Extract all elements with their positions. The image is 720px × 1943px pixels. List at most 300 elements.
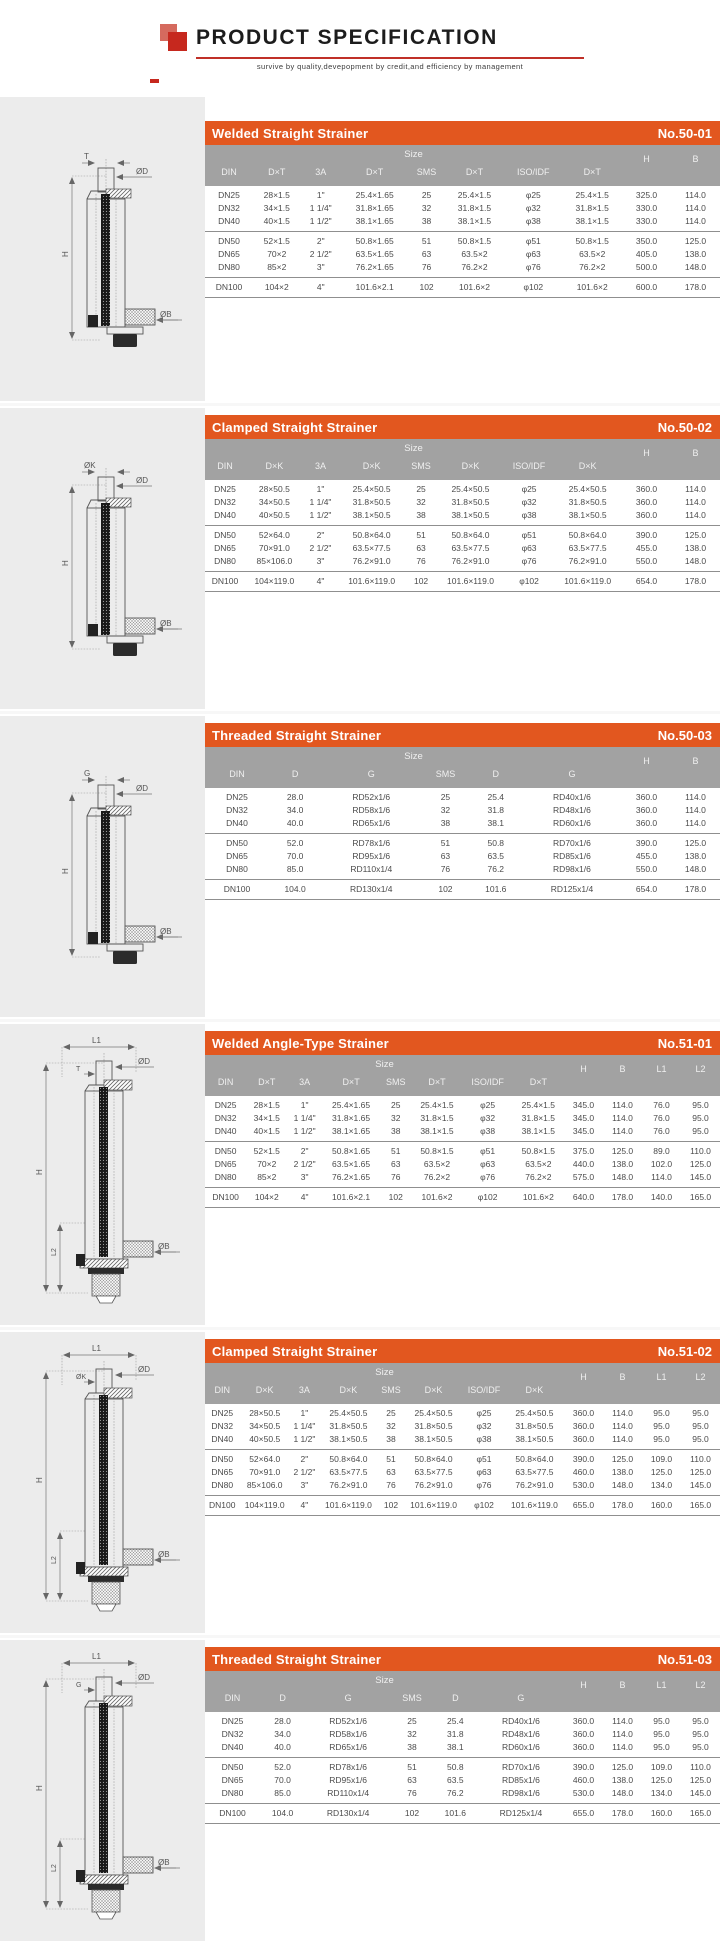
spec-cell: 51	[416, 530, 426, 540]
spec-cell: 114.0	[612, 1716, 633, 1726]
size-column-header: D×K	[319, 1381, 378, 1404]
spec-cell: 63	[421, 249, 432, 259]
spec-cell: 575.0	[572, 1172, 595, 1182]
spec-cell: 76.0	[653, 1113, 670, 1123]
spec-cell: 25.4×1.65	[355, 190, 394, 200]
dim-column-header: L2	[681, 1363, 720, 1404]
page-title: PRODUCT SPECIFICATION	[196, 26, 498, 49]
spec-cell: 76.2×2	[461, 262, 488, 272]
spec-cell: 114.0	[612, 1434, 633, 1444]
spec-row	[205, 248, 720, 261]
spec-table	[205, 1363, 720, 1516]
spec-cell: RD130x1/4	[326, 1808, 370, 1818]
size-column-header: G	[305, 1689, 391, 1712]
spec-cell: 460.0	[572, 1775, 595, 1785]
spec-cell: DN100	[212, 1192, 239, 1202]
spec-cell: 2"	[316, 236, 325, 246]
size-header: Size	[205, 1363, 564, 1381]
spec-cell: 138.0	[684, 249, 707, 259]
spec-cell: 360.0	[572, 1408, 595, 1418]
spec-cell: RD98x1/6	[502, 1788, 540, 1798]
size-column-header: D	[269, 765, 321, 788]
spec-cell: 455.0	[635, 543, 658, 553]
spec-cell: φ25	[480, 1100, 496, 1110]
size-column-header: D×T	[253, 163, 301, 186]
spec-cell: 102	[383, 1500, 399, 1510]
spec-cell: φ38	[521, 510, 537, 520]
spec-cell: 101.6×2.1	[355, 282, 394, 292]
spec-cell: φ32	[476, 1421, 492, 1431]
spec-cell: 4"	[300, 1192, 309, 1202]
size-column-header: SMS	[391, 1689, 433, 1712]
spec-cell: 114.0	[685, 216, 706, 226]
spec-cell: RD60x1/6	[502, 1742, 540, 1752]
spec-cell: 25	[386, 1408, 396, 1418]
spec-cell: 101.6×119.0	[325, 1500, 372, 1510]
spec-cell: 63.5×1.65	[332, 1159, 371, 1169]
spec-cell: 550.0	[635, 864, 658, 874]
size-column-header: G	[478, 1689, 564, 1712]
table-title: Threaded Straight Strainer	[212, 727, 382, 743]
spec-cell: 38.1×50.5	[451, 510, 490, 520]
size-header: Size	[205, 747, 622, 765]
spec-cell: φ76	[521, 556, 537, 566]
straight-strainer-diagram	[0, 441, 205, 676]
spec-cell: 38	[391, 1126, 401, 1136]
dim-label-top: G	[76, 1682, 82, 1689]
spec-cell: 63	[391, 1159, 401, 1169]
spec-cell: 102	[388, 1192, 403, 1202]
spec-cell: RD110x1/4	[350, 864, 393, 874]
spec-cell: 455.0	[635, 851, 658, 861]
spec-cell: 52.0	[286, 838, 304, 848]
spec-row	[205, 509, 720, 526]
spec-cell: 63.5	[487, 851, 505, 861]
spec-cell: 31.8×1.65	[355, 203, 394, 213]
spec-row	[205, 1096, 720, 1112]
spec-cell: 360.0	[635, 497, 658, 507]
spec-cell: 95.0	[692, 1742, 709, 1752]
section-clamped-angle-strainer	[0, 1327, 720, 1635]
spec-cell: 32	[416, 497, 426, 507]
spec-cell: DN40	[226, 818, 248, 828]
spec-cell: 2"	[316, 530, 325, 540]
spec-cell: 76.2×91.0	[329, 1480, 368, 1490]
spec-cell: 101.6	[485, 884, 507, 894]
size-column-header: DIN	[205, 765, 269, 788]
spec-cell: 95.0	[692, 1729, 709, 1739]
spec-cell: 178.0	[611, 1808, 634, 1818]
spec-cell: 360.0	[635, 484, 658, 494]
dim-column-header: L2	[681, 1055, 720, 1096]
spec-cell: 63.5×2	[423, 1159, 451, 1169]
size-column-header: D	[260, 1689, 305, 1712]
spec-cell: 70×2	[257, 1159, 277, 1169]
spec-cell: φ32	[525, 203, 541, 213]
table-title: Threaded Straight Strainer	[212, 1651, 382, 1667]
spec-cell: 31.8×1.5	[457, 203, 492, 213]
dim-label-outlet: ØB	[158, 1242, 170, 1251]
spec-cell: 85×2	[267, 262, 287, 272]
spec-cell: 38	[386, 1434, 396, 1444]
spec-cell: 63	[386, 1467, 396, 1477]
spec-cell: RD65x1/6	[329, 1742, 368, 1752]
dim-label-height: H	[61, 560, 70, 566]
spec-cell: 114.0	[612, 1421, 633, 1431]
dim-column-header: H	[564, 1055, 603, 1096]
size-column-header: D×T	[513, 1073, 564, 1096]
straight-strainer-diagram	[0, 132, 205, 367]
size-column-header: SMS	[408, 163, 444, 186]
spec-cell: 34.0	[286, 805, 304, 815]
spec-cell: 1"	[316, 484, 325, 494]
spec-cell: φ102	[523, 282, 544, 292]
spec-cell: 95.0	[692, 1421, 709, 1431]
spec-cell: φ25	[525, 190, 541, 200]
spec-row	[205, 261, 720, 278]
spec-cell: 360.0	[635, 510, 658, 520]
spec-cell: RD48x1/6	[502, 1729, 540, 1739]
spec-cell: 76	[386, 1480, 396, 1490]
spec-cell: 25	[416, 484, 426, 494]
spec-cell: 114.0	[685, 203, 706, 213]
section-welded-angle-type-strainer	[0, 1019, 720, 1327]
spec-cell: 28×1.5	[263, 190, 290, 200]
spec-cell: 360.0	[572, 1729, 595, 1739]
spec-cell: 76.2	[487, 864, 505, 874]
spec-cell: 32	[407, 1729, 417, 1739]
spec-cell: 101.6×119.0	[447, 576, 494, 586]
dim-label-l1: L1	[92, 1036, 101, 1045]
spec-cell: 25.4×50.5	[515, 1408, 554, 1418]
spec-row	[205, 542, 720, 555]
spec-cell: 460.0	[572, 1467, 595, 1477]
spec-cell: 114.0	[685, 805, 706, 815]
spec-cell: 34×1.5	[263, 203, 290, 213]
spec-cell: DN32	[226, 805, 248, 815]
spec-cell: RD85x1/6	[502, 1775, 540, 1785]
spec-cell: DN65	[214, 1159, 237, 1169]
spec-cell: 25	[391, 1100, 401, 1110]
spec-cell: 102	[413, 576, 429, 586]
size-column-header: G	[321, 765, 421, 788]
spec-cell: RD98x1/6	[553, 864, 591, 874]
spec-cell: 50.8×1.65	[355, 236, 394, 246]
spec-cell: 95.0	[653, 1408, 670, 1418]
spec-cell: φ51	[476, 1454, 492, 1464]
spec-cell: 25.4×50.5	[329, 1408, 368, 1418]
spec-cell: 178.0	[684, 282, 707, 292]
size-header: Size	[205, 145, 622, 163]
spec-cell: 101.6×2	[458, 282, 490, 292]
spec-row	[205, 526, 720, 543]
table-number: No.51-03	[657, 1651, 712, 1667]
spec-cell: 134.0	[650, 1480, 673, 1490]
section-welded-straight-strainer	[0, 95, 720, 403]
spec-cell: DN65	[218, 249, 240, 259]
spec-cell: 76.2×2	[579, 262, 606, 272]
spec-cell: RD95x1/6	[352, 851, 391, 861]
spec-cell: 31.8×1.5	[521, 1113, 555, 1123]
spec-cell: 1 1/2"	[293, 1126, 316, 1136]
spec-cell: φ38	[480, 1126, 496, 1136]
spec-row	[205, 186, 720, 202]
spec-cell: 2 1/2"	[293, 1159, 316, 1169]
spec-cell: 114.0	[651, 1172, 672, 1182]
spec-cell: 38.1×1.5	[457, 216, 492, 226]
spec-row	[205, 278, 720, 298]
dim-column-header: B	[671, 439, 720, 480]
spec-cell: 25	[407, 1716, 417, 1726]
table-number: No.50-03	[657, 727, 712, 743]
spec-cell: φ38	[476, 1434, 492, 1444]
spec-row	[205, 1787, 720, 1804]
spec-cell: 1 1/4"	[309, 203, 332, 213]
spec-cell: 405.0	[635, 249, 658, 259]
spec-cell: 76.2×91.0	[352, 556, 391, 566]
spec-cell: 3"	[316, 262, 325, 272]
spec-cell: 125.0	[611, 1762, 634, 1772]
spec-cell: 50.8×1.5	[420, 1146, 454, 1156]
spec-cell: DN80	[218, 262, 240, 272]
spec-row	[205, 555, 720, 572]
spec-cell: 76.2×1.65	[332, 1172, 371, 1182]
spec-cell: 102	[438, 884, 453, 894]
spec-cell: 330.0	[635, 203, 658, 213]
size-column-header: D×T	[411, 1073, 462, 1096]
spec-cell: 350.0	[635, 236, 658, 246]
spec-row	[205, 215, 720, 232]
spec-row	[205, 1158, 720, 1171]
spec-cell: 1 1/4"	[293, 1421, 316, 1431]
diagram-panel	[0, 1024, 205, 1325]
spec-cell: 63.5×77.5	[568, 543, 607, 553]
spec-cell: 40×50.5	[258, 510, 290, 520]
spec-cell: 165.0	[689, 1808, 712, 1818]
size-column-header: D×K	[553, 457, 622, 480]
spec-cell: 2 1/2"	[309, 543, 332, 553]
spec-cell: φ102	[519, 576, 539, 586]
spec-cell: 38.1×50.5	[414, 1434, 453, 1444]
spec-cell: 51	[386, 1454, 396, 1464]
spec-cell: 138.0	[684, 851, 707, 861]
spec-cell: RD40x1/6	[553, 792, 591, 802]
table-title: Clamped Straight Strainer	[212, 419, 378, 435]
spec-cell: 4"	[316, 282, 325, 292]
spec-cell: 360.0	[635, 805, 658, 815]
table-number: No.50-01	[657, 125, 712, 141]
spec-cell: 138.0	[611, 1775, 634, 1785]
spec-cell: 1 1/2"	[309, 216, 332, 226]
spec-cell: 38.1	[487, 818, 505, 828]
spec-cell: 50.8	[487, 838, 505, 848]
spec-cell: 50.8×64.0	[414, 1454, 453, 1464]
spec-cell: 95.0	[692, 1716, 709, 1726]
table-title: Clamped Straight Strainer	[212, 1343, 378, 1359]
spec-cell: φ76	[525, 262, 541, 272]
spec-cell: 3"	[300, 1480, 309, 1490]
spec-cell: RD40x1/6	[502, 1716, 540, 1726]
dim-label-l2: L2	[51, 1248, 58, 1256]
spec-cell: 1 1/4"	[309, 497, 332, 507]
size-column-header: D×K	[337, 457, 406, 480]
spec-cell: DN65	[211, 1467, 234, 1477]
spec-cell: RD48x1/6	[553, 805, 591, 815]
spec-cell: DN100	[219, 1808, 246, 1818]
spec-cell: RD52x1/6	[352, 792, 391, 802]
spec-cell: 4"	[316, 576, 325, 586]
spec-cell: 40×50.5	[249, 1434, 281, 1444]
size-column-header: D×T	[246, 1073, 287, 1096]
spec-cell: 76	[440, 864, 451, 874]
spec-row	[205, 480, 720, 496]
dim-label-diameter: ØD	[136, 476, 148, 485]
spec-row	[205, 880, 720, 900]
spec-cell: 138.0	[611, 1159, 634, 1169]
dim-label-outlet: ØB	[160, 619, 172, 628]
spec-cell: 38	[407, 1742, 417, 1752]
spec-cell: φ32	[480, 1113, 496, 1123]
spec-cell: 360.0	[635, 818, 658, 828]
spec-cell: 76.2	[447, 1788, 464, 1798]
spec-cell: 51	[407, 1762, 417, 1772]
spec-cell: DN100	[208, 1500, 236, 1510]
size-column-header: D×T	[445, 163, 505, 186]
spec-cell: 28.0	[286, 792, 304, 802]
spec-cell: 148.0	[611, 1172, 634, 1182]
spec-table	[205, 747, 720, 900]
spec-cell: 102	[404, 1808, 420, 1818]
spec-cell: 95.0	[692, 1113, 709, 1123]
spec-cell: 34×1.5	[253, 1113, 280, 1123]
spec-cell: 76.0	[653, 1126, 670, 1136]
spec-cell: 70.0	[286, 851, 304, 861]
spec-cell: 104.0	[284, 884, 306, 894]
spec-cell: 85.0	[286, 864, 304, 874]
spec-cell: 95.0	[653, 1716, 670, 1726]
size-column-header: 3A	[301, 163, 341, 186]
size-column-header: D×K	[436, 457, 505, 480]
spec-cell: 114.0	[685, 818, 706, 828]
spec-row	[205, 1112, 720, 1125]
spec-cell: 76.2×91.0	[568, 556, 607, 566]
spec-cell: 148.0	[684, 556, 707, 566]
spec-cell: 1"	[300, 1100, 309, 1110]
spec-cell: 325.0	[635, 190, 658, 200]
spec-cell: 95.0	[692, 1100, 709, 1110]
spec-cell: 178.0	[684, 576, 707, 586]
spec-cell: 70×2	[267, 249, 287, 259]
dim-column-header: B	[603, 1055, 642, 1096]
size-column-header: D×K	[505, 1381, 564, 1404]
spec-cell: 50.8×64.0	[451, 530, 490, 540]
spec-cell: RD58x1/6	[329, 1729, 368, 1739]
spec-cell: RD78x1/6	[352, 838, 391, 848]
spec-cell: 95.0	[653, 1742, 670, 1752]
spec-cell: 40×1.5	[253, 1126, 280, 1136]
spec-cell: DN50	[214, 530, 236, 540]
table-number: No.51-01	[657, 1035, 712, 1051]
spec-cell: 28.0	[274, 1716, 291, 1726]
spec-row	[205, 1142, 720, 1159]
spec-cell: 101.6×119.0	[510, 1500, 558, 1510]
spec-cell: DN50	[214, 1146, 237, 1156]
spec-cell: 102	[419, 282, 434, 292]
spec-cell: DN80	[214, 556, 236, 566]
spec-cell: DN25	[214, 484, 236, 494]
dim-column-header: H	[622, 747, 671, 788]
spec-cell: 63.5×1.65	[355, 249, 394, 259]
spec-cell: 25.4×1.5	[457, 190, 492, 200]
spec-table	[205, 145, 720, 298]
spec-cell: DN40	[211, 1434, 234, 1444]
spec-cell: 63	[440, 851, 451, 861]
dim-label-top: ØK	[76, 1374, 87, 1381]
size-column-header: DIN	[205, 457, 245, 480]
spec-cell: DN100	[211, 576, 239, 586]
spec-cell: 85×106.0	[256, 556, 293, 566]
diagram-panel	[0, 716, 205, 1017]
spec-cell: RD52x1/6	[329, 1716, 368, 1726]
spec-cell: 52×1.5	[263, 236, 290, 246]
spec-cell: 52×64.0	[258, 530, 290, 540]
spec-row	[205, 1433, 720, 1450]
spec-cell: 25.4×50.5	[451, 484, 490, 494]
spec-cell: 148.0	[611, 1480, 634, 1490]
spec-table	[205, 1671, 720, 1824]
spec-cell: 138.0	[611, 1467, 634, 1477]
table-title-bar	[205, 723, 720, 747]
spec-cell: 31.8×1.5	[420, 1113, 454, 1123]
dim-label-height: H	[35, 1477, 44, 1483]
spec-cell: DN40	[221, 1742, 244, 1752]
spec-cell: 125.0	[689, 1775, 712, 1785]
spec-cell: 95.0	[692, 1408, 709, 1418]
spec-cell: 114.0	[612, 1742, 633, 1752]
spec-cell: 25.4×50.5	[414, 1408, 453, 1418]
spec-cell: 50.8×1.5	[457, 236, 492, 246]
spec-cell: 101.6×2	[421, 1192, 453, 1202]
spec-cell: 101.6	[444, 1808, 466, 1818]
dim-column-header: H	[564, 1363, 603, 1404]
spec-cell: φ38	[525, 216, 541, 226]
spec-cell: 165.0	[689, 1192, 712, 1202]
spec-cell: 38	[421, 216, 432, 226]
spec-cell: 125.0	[689, 1467, 712, 1477]
dim-label-height: H	[35, 1785, 44, 1791]
spec-cell: RD125x1/4	[550, 884, 594, 894]
size-column-header: SMS	[378, 1381, 404, 1404]
spec-cell: 390.0	[572, 1454, 595, 1464]
size-column-header: DIN	[205, 1381, 239, 1404]
spec-cell: 25.4×1.5	[420, 1100, 454, 1110]
spec-cell: 76.2×2	[525, 1172, 552, 1182]
spec-cell: 1 1/2"	[293, 1434, 316, 1444]
spec-cell: 76	[421, 262, 432, 272]
spec-row	[205, 1420, 720, 1433]
spec-cell: 530.0	[572, 1480, 595, 1490]
spec-cell: 178.0	[684, 884, 707, 894]
size-column-header: SMS	[406, 457, 436, 480]
spec-cell: 31.8	[447, 1729, 464, 1739]
size-column-header: DIN	[205, 1689, 260, 1712]
spec-cell: 63.5×77.5	[352, 543, 391, 553]
spec-cell: 28×1.5	[253, 1100, 280, 1110]
dim-label-height: H	[61, 868, 70, 874]
spec-cell: 3"	[316, 556, 325, 566]
spec-cell: DN32	[214, 497, 236, 507]
size-column-header: 3A	[304, 457, 338, 480]
